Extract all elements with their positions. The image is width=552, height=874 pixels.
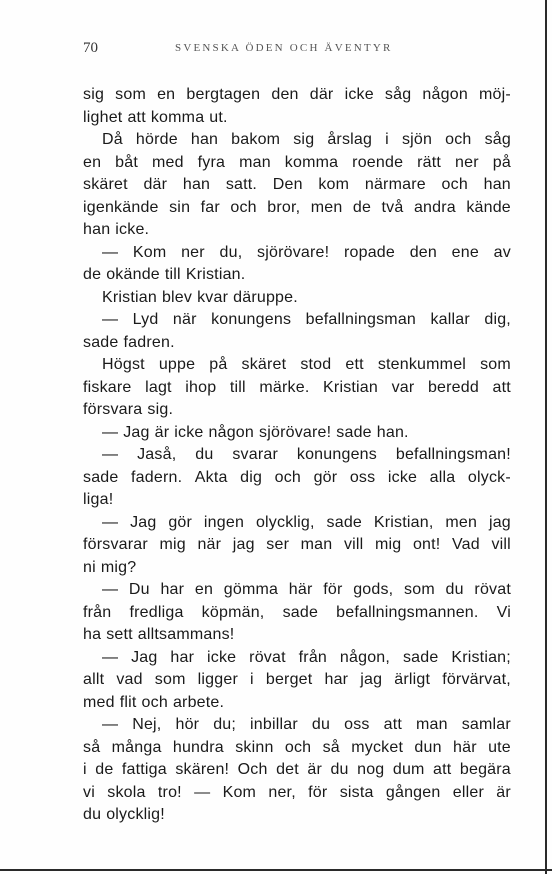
word: från <box>83 603 112 621</box>
word: eller <box>452 783 484 801</box>
word: skäret <box>241 356 287 373</box>
word: sade <box>326 513 363 531</box>
word: dun <box>414 738 442 756</box>
word: flit <box>119 693 137 711</box>
word: alltsammans! <box>137 626 235 643</box>
word: någon <box>422 86 468 103</box>
word: i <box>385 131 389 148</box>
word: — <box>102 446 119 463</box>
word: inbillar <box>250 716 298 733</box>
word: Du <box>128 581 150 598</box>
word: icke <box>207 648 237 666</box>
word: där <box>143 176 168 193</box>
text-line <box>83 782 511 805</box>
word: olycklig! <box>106 806 165 823</box>
word: som <box>480 356 511 373</box>
word: gången <box>385 783 441 801</box>
text-line <box>83 692 511 715</box>
word: till <box>229 378 246 396</box>
word: oss <box>349 468 376 486</box>
word: som <box>154 671 186 688</box>
word: är <box>307 761 322 778</box>
word: är <box>496 783 511 801</box>
word: dig, <box>484 311 511 328</box>
word: här <box>288 581 313 598</box>
word: andra <box>413 198 456 216</box>
word: — <box>102 423 119 441</box>
word: såg <box>384 86 412 103</box>
text-line <box>83 489 511 512</box>
word: en <box>194 581 214 598</box>
word: bror, <box>267 198 301 216</box>
text-line <box>83 332 511 355</box>
word: är <box>154 423 170 441</box>
word: Kristian, <box>373 513 434 531</box>
word: många <box>111 738 162 756</box>
word: av <box>493 243 511 261</box>
word: du <box>195 446 214 463</box>
word: kallar <box>430 311 470 328</box>
text-line <box>83 152 511 175</box>
word: på <box>492 153 511 171</box>
text-line <box>83 354 511 377</box>
word: Jaså, <box>137 446 177 463</box>
word: kvar <box>197 288 229 306</box>
word: man <box>415 716 448 733</box>
word: befallningsman <box>305 311 417 328</box>
word: icke <box>174 423 204 441</box>
word: en <box>83 153 102 171</box>
running-title: SVENSKA ÖDEN OCH ÄVENTYR <box>175 42 393 54</box>
word: — <box>102 648 119 666</box>
word: man <box>300 536 333 553</box>
word: och <box>445 131 472 148</box>
word: gör <box>168 513 193 531</box>
word: en <box>157 86 176 103</box>
word: vill <box>343 536 364 553</box>
word: närmare <box>364 176 426 193</box>
word: ropade <box>343 243 395 261</box>
word: gömma <box>223 581 279 598</box>
word: sade <box>282 603 319 621</box>
word: ner <box>181 243 205 261</box>
word: sjön <box>401 131 433 148</box>
word: Kristian <box>323 378 378 396</box>
word: du; <box>213 716 237 733</box>
word: som <box>404 581 435 598</box>
word: vi <box>83 783 95 801</box>
word: Akta <box>194 468 228 486</box>
word: fadren. <box>123 333 175 351</box>
word: befallningsman! <box>395 446 511 463</box>
word: icke. <box>115 221 150 238</box>
word: du <box>445 581 464 598</box>
text-line <box>83 174 511 197</box>
word: sade <box>83 468 119 486</box>
word: bergtagen <box>186 86 261 103</box>
text-line <box>83 512 511 535</box>
word: Vi <box>496 603 511 621</box>
word: möj- <box>479 86 511 103</box>
text-line <box>83 534 511 557</box>
word: mycket <box>351 738 404 756</box>
page-edge-bottom <box>0 869 552 871</box>
word: men <box>310 198 343 216</box>
word: Lyd <box>132 311 159 328</box>
word: Då <box>102 131 123 148</box>
word: fiskare <box>83 378 132 396</box>
word: båt <box>115 153 138 171</box>
word: ont! <box>412 536 441 553</box>
text-line <box>83 219 511 242</box>
word: olyck- <box>467 468 511 486</box>
word: hundra <box>172 738 224 756</box>
word: fyra <box>197 153 226 171</box>
word: till <box>164 266 181 283</box>
word: märke. <box>259 378 310 396</box>
word: konungens <box>211 311 292 328</box>
word: rövat <box>474 581 511 598</box>
word: de <box>95 761 114 778</box>
word: skäret <box>83 176 128 193</box>
word: — <box>102 716 119 733</box>
word: ene <box>451 243 479 261</box>
word: satt. <box>225 176 258 193</box>
word: ärligt <box>394 671 431 688</box>
word: Jag <box>130 513 157 531</box>
word: försvara <box>83 401 143 418</box>
word: ett <box>345 356 364 373</box>
word: sade <box>336 423 372 441</box>
word: berget <box>265 671 313 688</box>
word: sjörövare! <box>257 243 330 261</box>
word: det <box>276 761 299 778</box>
word: allt <box>83 671 105 688</box>
word: icke <box>387 468 418 486</box>
word: och <box>141 693 168 711</box>
page-number: 70 <box>83 40 98 56</box>
word: att <box>433 761 452 778</box>
word: Den <box>272 176 303 193</box>
word: sett <box>106 626 133 643</box>
text-line <box>83 84 511 107</box>
body-text <box>83 84 511 827</box>
text-line <box>83 714 511 737</box>
word: jag <box>232 536 255 553</box>
text-line <box>83 804 511 827</box>
word: så <box>322 738 340 756</box>
word: de <box>83 266 102 283</box>
word: sig <box>83 86 105 103</box>
text-line <box>83 647 511 670</box>
word: — <box>102 513 119 531</box>
word: däruppe. <box>233 288 298 306</box>
word: jag <box>488 513 511 531</box>
word: far <box>200 198 220 216</box>
word: där <box>309 86 334 103</box>
word: komma <box>284 153 339 171</box>
text-line <box>83 444 511 467</box>
word: försvarar <box>83 536 148 553</box>
text-line <box>83 759 511 782</box>
word: någon <box>208 423 255 441</box>
word: — <box>102 311 119 328</box>
word: har <box>324 671 349 688</box>
word: beredd <box>427 378 479 396</box>
word: arbete. <box>172 693 225 711</box>
word: bakom <box>231 131 281 148</box>
word: sista <box>339 783 374 801</box>
word: den <box>409 243 437 261</box>
word: skola <box>107 783 146 801</box>
text-line <box>83 557 511 580</box>
word: fattiga <box>121 761 167 778</box>
word: hör <box>175 716 200 733</box>
text-line <box>83 287 511 310</box>
word: sade <box>83 333 119 351</box>
word: med <box>151 153 184 171</box>
word: här <box>453 738 477 756</box>
word: och <box>230 198 257 216</box>
word: stod <box>300 356 332 373</box>
word: när <box>197 536 222 553</box>
word: stenkummel <box>377 356 467 373</box>
word: sade <box>402 648 439 666</box>
word: han <box>483 176 511 193</box>
word: sin <box>169 198 191 216</box>
page-header <box>83 40 511 60</box>
word: olycklig, <box>255 513 315 531</box>
word: att <box>492 378 511 396</box>
word: Nej, <box>132 716 162 733</box>
word: årslag <box>327 131 373 148</box>
text-line <box>83 624 511 647</box>
text-line <box>83 242 511 265</box>
word: han <box>190 131 219 148</box>
word: vad <box>116 671 143 688</box>
word: men <box>445 513 478 531</box>
word: mig <box>159 536 186 553</box>
text-line <box>83 467 511 490</box>
word: lighet <box>83 108 123 126</box>
word: Jag <box>131 648 158 666</box>
word: när <box>172 311 197 328</box>
word: dig <box>240 468 263 486</box>
word: mig? <box>100 558 137 576</box>
word: jag <box>360 671 383 688</box>
word: han. <box>376 423 409 441</box>
word: var <box>391 378 415 396</box>
word: tro! <box>157 783 182 801</box>
word: Vad <box>452 536 480 553</box>
word: två <box>381 198 404 216</box>
word: att <box>383 716 402 733</box>
word: med <box>83 693 115 711</box>
word: som <box>115 86 146 103</box>
word: rövat <box>249 648 286 666</box>
word: ligger <box>197 671 238 688</box>
word: komma <box>150 108 205 126</box>
word: igenkände <box>83 198 159 216</box>
word: mig <box>374 536 402 553</box>
word: — <box>194 783 211 801</box>
word: skinn <box>235 738 274 756</box>
word: befallningsmannen. <box>336 603 479 621</box>
word: ni <box>83 558 96 576</box>
text-line <box>83 579 511 602</box>
word: så <box>83 738 101 756</box>
word: liga! <box>83 491 114 508</box>
word: att <box>127 108 146 126</box>
text-line <box>83 377 511 400</box>
word: oss <box>344 716 370 733</box>
text-line <box>83 602 511 625</box>
word: Kristian. <box>185 266 246 283</box>
word: fredliga <box>129 603 184 621</box>
word: icke <box>344 86 374 103</box>
word: skären! <box>175 761 230 778</box>
word: på <box>209 356 228 373</box>
word: sjörövare! <box>259 423 332 441</box>
word: såg <box>484 131 511 148</box>
word: lagt <box>145 378 172 396</box>
word: Och <box>237 761 268 778</box>
word: den <box>271 86 299 103</box>
word: konungens <box>296 446 377 463</box>
word: han <box>83 221 111 238</box>
word: kom <box>318 176 350 193</box>
word: man <box>239 153 271 171</box>
text-line <box>83 422 511 445</box>
text-line <box>83 129 511 152</box>
word: köpmän, <box>201 603 265 621</box>
word: uppe <box>158 356 196 373</box>
word: och <box>284 738 312 756</box>
text-line <box>83 264 511 287</box>
word: gör <box>313 468 338 486</box>
word: har <box>160 581 185 598</box>
word: för <box>308 783 328 801</box>
word: ner <box>455 153 479 171</box>
word: kände <box>466 198 511 216</box>
word: har <box>170 648 195 666</box>
word: och <box>274 468 302 486</box>
word: ser <box>266 536 290 553</box>
word: du <box>330 761 349 778</box>
word: från <box>298 648 328 666</box>
word: Högst <box>102 356 145 373</box>
word: begära <box>459 761 511 778</box>
word: de <box>352 198 372 216</box>
word: Kom <box>222 783 257 801</box>
word: du, <box>219 243 243 261</box>
word: Kristian; <box>451 648 511 666</box>
word: rätt <box>417 153 442 171</box>
word: ingen <box>203 513 245 531</box>
word: någon, <box>339 648 391 666</box>
word: förvärvat, <box>442 671 511 688</box>
word: blev <box>161 288 193 306</box>
word: du <box>311 716 331 733</box>
text-line <box>83 399 511 422</box>
word: i <box>83 761 87 778</box>
word: svarar <box>232 446 278 463</box>
word: han <box>182 176 211 193</box>
word: okände <box>106 266 160 283</box>
text-line <box>83 669 511 692</box>
word: dum <box>392 761 425 778</box>
word: Kom <box>132 243 167 261</box>
word: för <box>323 581 343 598</box>
word: — <box>102 243 119 261</box>
word: — <box>102 581 119 598</box>
word: vill <box>491 536 511 553</box>
word: ner, <box>268 783 296 801</box>
text-line <box>83 107 511 130</box>
word: ihop <box>185 378 217 396</box>
word: gods, <box>353 581 394 598</box>
word: ha <box>83 626 102 643</box>
word: sig <box>293 131 315 148</box>
word: alla <box>429 468 456 486</box>
word: och <box>441 176 468 193</box>
word: roende <box>352 153 404 171</box>
word: sig. <box>147 401 174 418</box>
text-line <box>83 197 511 220</box>
page-edge-right <box>545 0 547 874</box>
word: du <box>83 806 102 823</box>
word: fadern. <box>131 468 183 486</box>
word: Jag <box>123 423 150 441</box>
word: hörde <box>135 131 178 148</box>
word: i <box>250 671 254 688</box>
word: nog <box>357 761 385 778</box>
word: Kristian <box>102 288 157 306</box>
word: ute <box>488 738 511 756</box>
text-line <box>83 737 511 760</box>
text-line <box>83 309 511 332</box>
word: ut. <box>209 108 228 126</box>
word: samlar <box>461 716 511 733</box>
